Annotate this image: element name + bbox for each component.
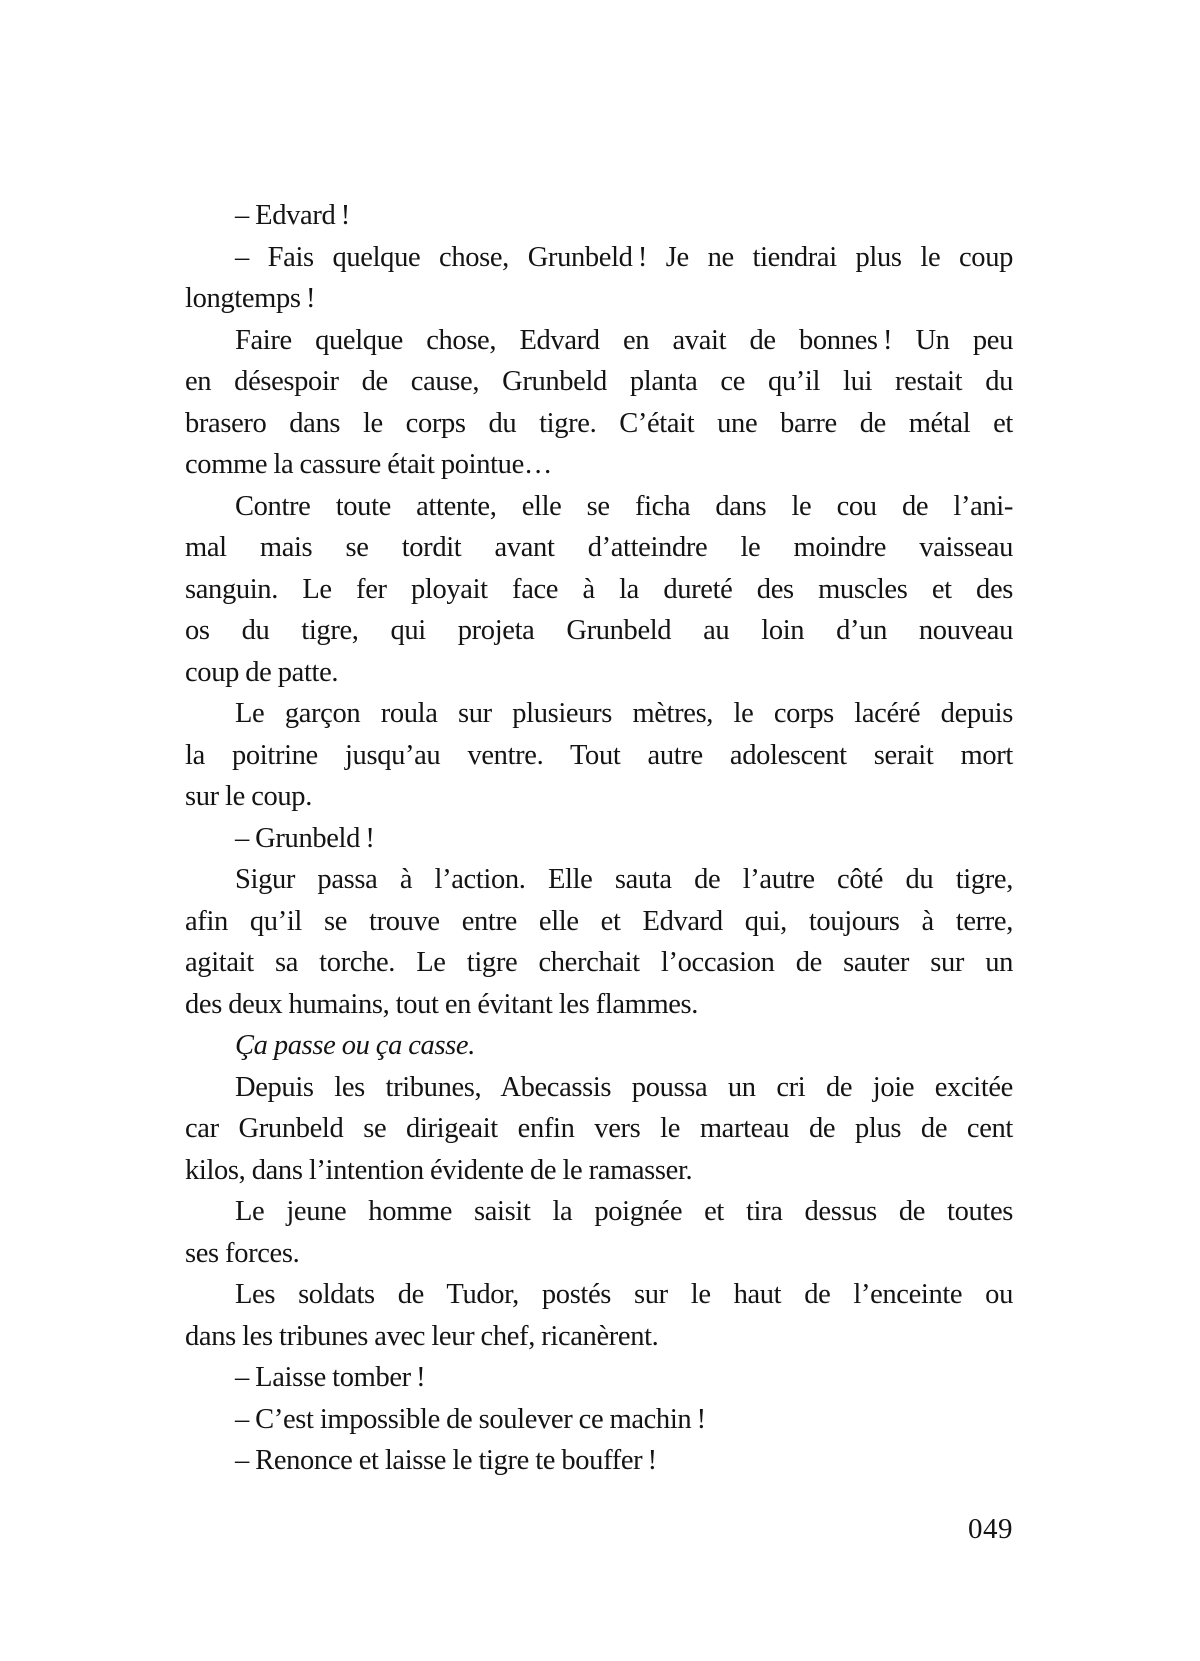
text-line: – Fais quelque chose, Grunbeld ! Je ne tiendrai plus le coup	[235, 241, 1013, 273]
text-line: Le garçon roula sur plusieurs mètres, le corps lacéré depuis	[235, 698, 1013, 729]
text-line: la poitrine jusqu’au ventre. Tout autre adolescent serait mort	[185, 739, 1013, 771]
text-line: – Grunbeld !	[235, 822, 375, 854]
text-line: mal mais se tordit avant d’atteindre le moindre vaisseau	[185, 532, 1013, 563]
text-line: – Renonce et laisse le tigre te bouffer !	[235, 1445, 657, 1476]
text-line: sur le coup.	[185, 781, 312, 812]
text-line: comme la cassure était pointue…	[185, 449, 553, 480]
text-line: ses forces.	[185, 1237, 300, 1269]
text-line: os du tigre, qui projeta Grunbeld au loin d’un nouveau	[185, 615, 1013, 646]
text-line: Ça passe ou ça casse.	[235, 1030, 475, 1061]
text-line: – C’est impossible de soulever ce machin !	[235, 1403, 706, 1435]
text-line: longtemps !	[185, 283, 316, 314]
text-line: sanguin. Le fer ployait face à la dureté des muscles et des	[185, 573, 1013, 605]
text-line: agitait sa torche. Le tigre cherchait l’occasion de sauter sur un	[185, 947, 1013, 978]
text-line: Depuis les tribunes, Abecassis poussa un cri de joie excitée	[235, 1071, 1013, 1103]
text-line: Contre toute attente, elle se ficha dans le cou de l’ani-	[235, 490, 1013, 522]
text-line: dans les tribunes avec leur chef, ricanèrent.	[185, 1320, 659, 1352]
text-line: Les soldats de Tudor, postés sur le haut de l’enceinte ou	[235, 1279, 1013, 1310]
text-line: Sigur passa à l’action. Elle sauta de l’autre côté du tigre,	[235, 864, 1013, 895]
text-block	[185, 195, 1013, 1482]
text-line: kilos, dans l’intention évidente de le ramasser.	[185, 1154, 693, 1186]
text-line: Le jeune homme saisit la poignée et tira dessus de toutes	[235, 1196, 1013, 1227]
text-line: en désespoir de cause, Grunbeld planta ce qu’il lui restait du	[185, 366, 1013, 397]
text-line: des deux humains, tout en évitant les flammes.	[185, 988, 699, 1020]
text-line: – Edvard !	[235, 200, 350, 231]
text-line: brasero dans le corps du tigre. C’était une barre de métal et	[185, 407, 1013, 439]
text-line: – Laisse tomber !	[235, 1362, 426, 1393]
text-line: afin qu’il se trouve entre elle et Edvard qui, toujours à terre,	[185, 905, 1013, 937]
text-line: coup de patte.	[185, 656, 339, 688]
text-line: car Grunbeld se dirigeait enfin vers le marteau de plus de cent	[185, 1113, 1013, 1144]
page-number: 049	[968, 1513, 1013, 1545]
text-line: Faire quelque chose, Edvard en avait de bonnes ! Un peu	[235, 324, 1013, 356]
